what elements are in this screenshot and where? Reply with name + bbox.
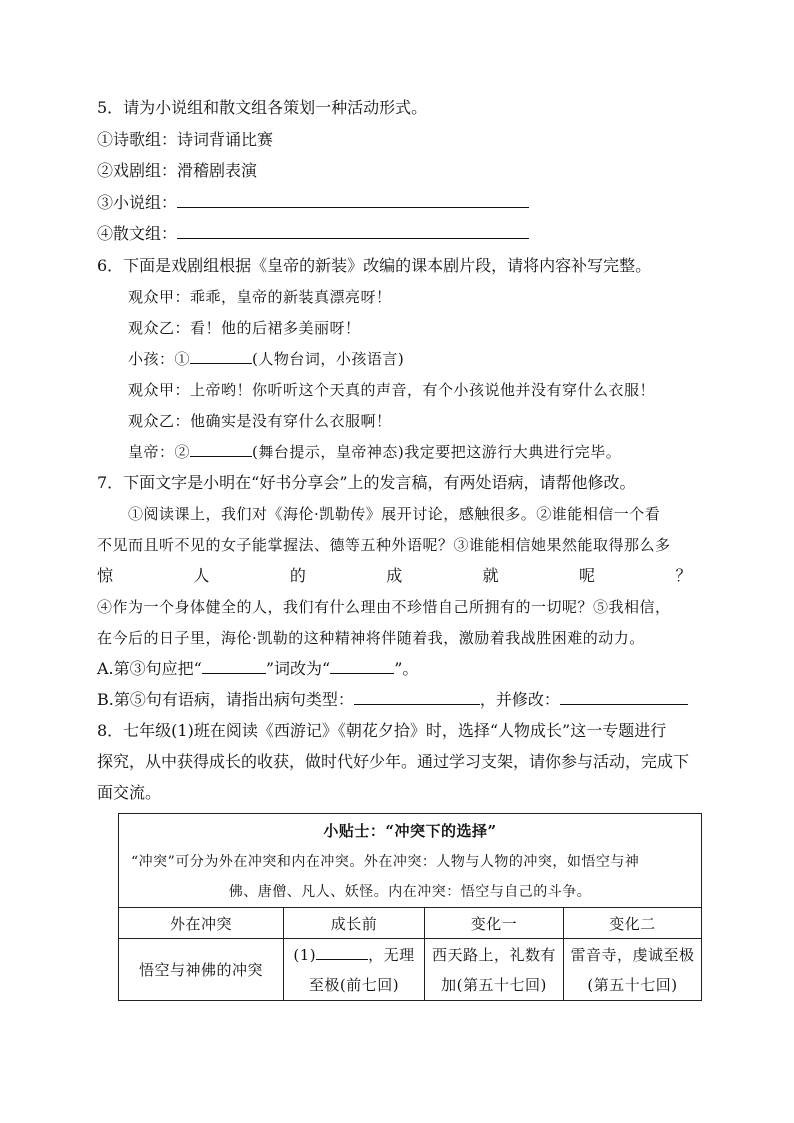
cell-text: ，无理 [368,945,415,964]
q7-b-type-blank[interactable] [354,690,480,705]
q7-char: 成 [386,566,403,585]
q6-emperor-line-rest: 我定要把这游行大典进行完毕。 [404,443,622,461]
q7-char: 惊 [97,566,114,585]
cell-text: 雷音寺，虔诚至极 [570,945,695,964]
q7-answer-a [97,659,418,679]
q5-stem: 5．请为小说组和散文组各策划一种活动形式。 [97,98,428,117]
cell-text: 至极(前七回) [308,975,400,994]
q5-item-novel-label: ③小说组： [97,193,178,212]
q8-stem-line: 8．七年级(1)班在阅读《西游记》《朝花夕拾》时，选择“人物成长”这一专题进行 [97,721,667,740]
q7-char: 呢 [579,566,596,585]
q7-a-suffix: ”。 [394,659,419,678]
table-cell-change-one [425,939,564,1001]
q5-prose-answer-blank[interactable] [177,224,529,239]
q7-answer-b [97,690,688,710]
table-header: 成长前 [284,908,425,939]
q7-char: ？ [675,566,692,585]
q7-b-middle: ，并修改： [479,690,560,709]
table-header: 变化一 [425,908,564,939]
cell-number: (1) [293,945,317,964]
q7-passage-line: 在今后的日子里，海伦·凯勒的这种精神将伴随着我，激励着我战胜困难的动力。 [97,629,645,647]
q5-item-prose [97,224,529,244]
q5-item-prose-label: ④散文组： [97,224,178,243]
cell-text: 加(第五十七回) [441,975,547,994]
q6-child-hint: (人物台词，小孩语言) [252,350,405,368]
q6-script-line: 观众乙：他确实是没有穿什么衣服啊！ [128,412,392,430]
q5-novel-answer-blank[interactable] [177,193,529,208]
tips-title: 小贴士：“冲突下的选择” [323,822,497,840]
q6-stem: 6．下面是戏剧组根据《皇帝的新装》改编的课本剧片段，请将内容补写完整。 [97,256,652,275]
cell-text: 西天路上，礼数有 [431,945,556,964]
q8-stem-line: 探究，从中获得成长的收获，做时代好少年。通过学习支架，请你参与活动，完成下 [97,752,690,771]
q6-script-line-emperor [128,442,621,462]
table-header: 外在冲突 [119,908,284,939]
q7-char: 就 [482,566,500,585]
q6-script-line: 观众乙：看！他的后裙多美丽呀！ [128,319,361,337]
q6-emperor-hint: (舞台提示，皇帝神态) [252,443,405,461]
q5-item-novel [97,193,529,213]
table-header: 变化二 [564,908,702,939]
table-cell-change-two [564,939,702,1001]
q7-b-fix-blank[interactable] [560,690,688,705]
q7-char: 的 [289,566,307,585]
q7-passage-justified-line [97,566,692,586]
table-row-label: 悟空与神佛的冲突 [119,939,284,1001]
tips-header-cell [119,814,702,908]
q6-script-line-child [128,349,404,369]
q5-item-drama: ②戏剧组：滑稽剧表演 [97,161,258,180]
tips-desc-line: 佛、唐僧、凡人、妖怪。内在冲突：悟空与自己的斗争。 [228,884,592,900]
q6-emperor-blank[interactable] [190,442,252,457]
q6-child-label: 小孩：① [128,350,191,368]
growth-tips-table [118,813,702,1001]
q7-passage-line: ①阅读课上，我们对《海伦·凯勒传》展开讨论，感触很多。②谁能相信一个看 [128,505,661,523]
q6-script-line: 观众甲：乖乖，皇帝的新装真漂亮呀！ [128,288,392,306]
q7-a-replace-blank[interactable] [330,659,394,674]
tips-desc-line: “冲突”可分为外在冲突和内在冲突。外在冲突：人物与人物的冲突，如悟空与神 [131,854,640,870]
q6-child-blank[interactable] [190,349,252,364]
table-answer-blank[interactable] [316,945,368,960]
q7-b-prefix: B.第⑤句有语病，请指出病句类型： [97,690,354,709]
q7-stem: 7．下面文字是小明在“好书分享会”上的发言稿，有两处语病，请帮他修改。 [97,473,636,492]
q6-script-line: 观众甲：上帝哟！你听听这个天真的声音，有个小孩说他并没有穿什么衣服！ [128,381,656,399]
q7-passage-line: 不见而且听不见的女子能掌握法、德等五种外语呢？③谁能相信她果然能取得那么多 [97,536,671,554]
cell-text: (第五十七回) [587,975,678,994]
q8-stem-line: 面交流。 [97,783,162,802]
q7-char: 人 [193,566,210,585]
q7-passage-line: ④作为一个身体健全的人，我们有什么理由不珍惜自己所拥有的一切呢？⑤我相信， [97,598,671,616]
q7-a-middle: ”词改为“ [265,659,331,678]
q6-emperor-label: 皇帝：② [128,443,191,461]
q5-item-poetry: ①诗歌组：诗词背诵比赛 [97,130,274,149]
q7-a-prefix: A.第③句应把“ [97,659,202,678]
q7-a-word-blank[interactable] [202,659,266,674]
table-cell-before-growth [284,939,425,1001]
